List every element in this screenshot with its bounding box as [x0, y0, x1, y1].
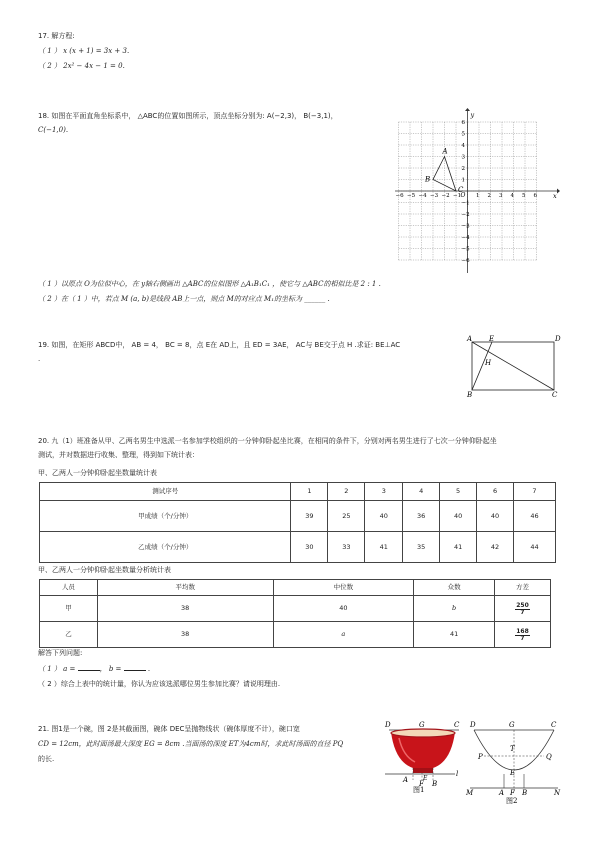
- triangle-abc: [433, 157, 456, 192]
- coordinate-grid-figure: [395, 108, 560, 273]
- fig2-label-d: D: [470, 721, 476, 729]
- x-axis-label: x: [553, 192, 557, 200]
- fig2-label-g: G: [509, 721, 515, 729]
- q17-title: 17. 解方程:: [38, 32, 75, 40]
- label-a: A: [467, 335, 473, 343]
- q18-part2: （ 2 ）在（ 1 ）中，若点 M (a, b)是线段 AB上一点，则点 M的对应点 M₁的坐标为 ______ .: [38, 295, 330, 303]
- x-tick-label: −1: [453, 193, 462, 199]
- label-b: B: [467, 391, 473, 399]
- y-tick-label: −4: [461, 235, 470, 241]
- analysis-table-header: 人员 平均数 中位数 众数 方差: [40, 580, 551, 596]
- x-tick-label: −5: [407, 193, 416, 199]
- point-label-b: B: [425, 175, 431, 184]
- axes: [395, 108, 560, 273]
- fig2-label-q: Q: [546, 753, 552, 761]
- fig2-label-c: C: [551, 721, 557, 729]
- bowl-photo-figure: [383, 718, 463, 794]
- label-d: D: [555, 335, 561, 343]
- x-tick-label: 3: [499, 193, 503, 199]
- score-table: [39, 482, 556, 563]
- fig2-label-t: T: [510, 745, 515, 753]
- y-axis-label: y: [470, 111, 475, 119]
- fig2-label-e: E: [510, 769, 516, 777]
- x-tick-label: 5: [522, 193, 526, 199]
- table-row: 乙 38 a 41 $\frac{168}{7}$: [40, 622, 551, 648]
- fig1-label-e: E: [423, 775, 428, 782]
- y-tick-label: 5: [461, 131, 465, 138]
- fig2-label-p: P: [478, 753, 483, 761]
- label-h: H: [485, 359, 492, 367]
- answer-blank-a: [78, 664, 100, 671]
- score-table-header: 测试序号 1 2 3 4 5 6 7: [40, 483, 556, 501]
- x-tick-label: 6: [533, 193, 537, 199]
- q18-part1: （ 1 ）以原点 O为位似中心，在 y轴右侧画出 △ABC的位似图形 △A₁B₁C₁ ，使它与 △ABC的相似比是 2 : 1 .: [38, 280, 381, 288]
- fig1-label-d: D: [385, 721, 391, 729]
- y-tick-label: 4: [461, 143, 465, 149]
- q17-part1: （ 1 ） x (x + 1) = 3x + 3.: [38, 47, 130, 55]
- label-e: E: [489, 335, 495, 343]
- table1-title: 甲、乙两人一分钟仰卧起坐数量统计表: [38, 469, 157, 477]
- fig2-label-a: A: [499, 789, 505, 797]
- analysis-table: [39, 579, 551, 648]
- q19-text-line1: 19. 如图，在矩形 ABCD中， AB = 4， BC = 8，点 E在 AD上，且 ED = 3AE， AC与 BE交于点 H .求证: BE⊥AC: [38, 341, 401, 349]
- fig1-label-b: B: [432, 780, 438, 788]
- q18-text-line1: 18. 如图在平面直角坐标系中， △ABC的位置如图所示，顶点坐标分别为: A(−2,3)， B(−3,1)，: [38, 112, 338, 120]
- x-tick-label: −3: [430, 193, 439, 199]
- x-tick-label: 4: [510, 193, 514, 199]
- q20-text-line2: 测试，并对数据进行收集、整理，得到如下统计表：: [38, 451, 199, 459]
- q19-text-line2: .: [38, 355, 41, 363]
- point-label-a: A: [442, 147, 448, 156]
- y-tick-label: −2: [461, 212, 470, 218]
- y-tick-label: 1: [461, 177, 465, 184]
- y-tick-label: 3: [461, 154, 465, 161]
- variance-fraction: $\frac{168}{7}$: [516, 627, 529, 642]
- q20-text-line1: 20. 九（1）班准备从甲、乙两名男生中选派一名参加学校组织的一分钟仰卧起坐比赛，在相同的条件下，分别对两名男生进行了七次一分钟仰卧起坐: [38, 437, 497, 445]
- fig2-caption: 图2: [506, 797, 518, 805]
- table-row: 甲 38 40 b $\frac{250}{7}$: [40, 596, 551, 622]
- x-tick-label: 1: [476, 193, 480, 199]
- x-tick-label: −6: [395, 193, 404, 199]
- variance-fraction: $\frac{250}{7}$: [516, 601, 529, 616]
- q21-text-line2: CD = 12cm，此时面汤最大深度 EG = 8cm .当面汤的深度 ET为4cm时，求此时汤面的直径 PQ: [38, 740, 344, 748]
- x-tick-label: −4: [418, 193, 427, 199]
- bowl-rim: [391, 729, 455, 737]
- table-row: 乙成绩（个/分钟） 30 33 41 35 41 42 44: [40, 532, 556, 563]
- table2-title: 甲、乙两人一分钟仰卧起坐数量分析统计表: [38, 566, 171, 574]
- answer-intro: 解答下列问题:: [38, 649, 83, 657]
- q20-part2: （ 2 ）综合上表中的统计量，你认为应该选派哪位男生参加比赛？请说明理由.: [38, 680, 281, 688]
- y-tick-label: −6: [461, 258, 470, 264]
- origin-label: O: [460, 192, 466, 199]
- y-tick-label: −1: [461, 200, 470, 207]
- y-tick-label: 2: [461, 166, 465, 172]
- q17-part2: （ 2 ） 2x² − 4x − 1 = 0.: [38, 62, 125, 70]
- fig2-label-b: B: [522, 789, 528, 797]
- fig1-label-l: l: [456, 770, 459, 778]
- y-tick-label: −3: [461, 223, 470, 230]
- fig1-label-f: F: [419, 780, 424, 788]
- fig1-label-g: G: [419, 721, 425, 729]
- y-tick-label: −5: [461, 246, 470, 253]
- x-tick-label: −2: [441, 193, 450, 199]
- q20-part1: （ 1 ） a = ， b = .: [38, 665, 151, 673]
- y-axis-arrow: [465, 108, 470, 111]
- fig2-label-n: N: [554, 789, 561, 797]
- bowl-foot: [413, 768, 433, 773]
- rectangle-figure: [462, 334, 562, 400]
- x-axis-arrow: [557, 189, 560, 194]
- q18-text-line2: C(−1,0).: [38, 126, 69, 134]
- y-tick-label: 6: [461, 120, 465, 126]
- q21-text-line3: 的长.: [38, 755, 55, 763]
- bowl-cross-section-figure: [462, 718, 562, 808]
- answer-blank-b: [124, 664, 146, 671]
- fig1-caption: 图1: [413, 786, 425, 794]
- fig1-label-a: A: [403, 776, 409, 784]
- x-tick-label: 2: [487, 193, 491, 199]
- table-row: 甲成绩（个/分钟） 39 25 40 36 40 40 46: [40, 501, 556, 532]
- point-label-c: C: [458, 186, 464, 194]
- label-c: C: [552, 391, 558, 399]
- q21-text-line1: 21. 图1是一个碗，图 2是其截面图，碗体 DEC呈抛物线状（碗体厚度不计），碗口宽: [38, 725, 300, 733]
- fig1-label-c: C: [454, 721, 460, 729]
- fig2-label-m: M: [466, 789, 474, 797]
- fig2-label-f: F: [510, 789, 515, 797]
